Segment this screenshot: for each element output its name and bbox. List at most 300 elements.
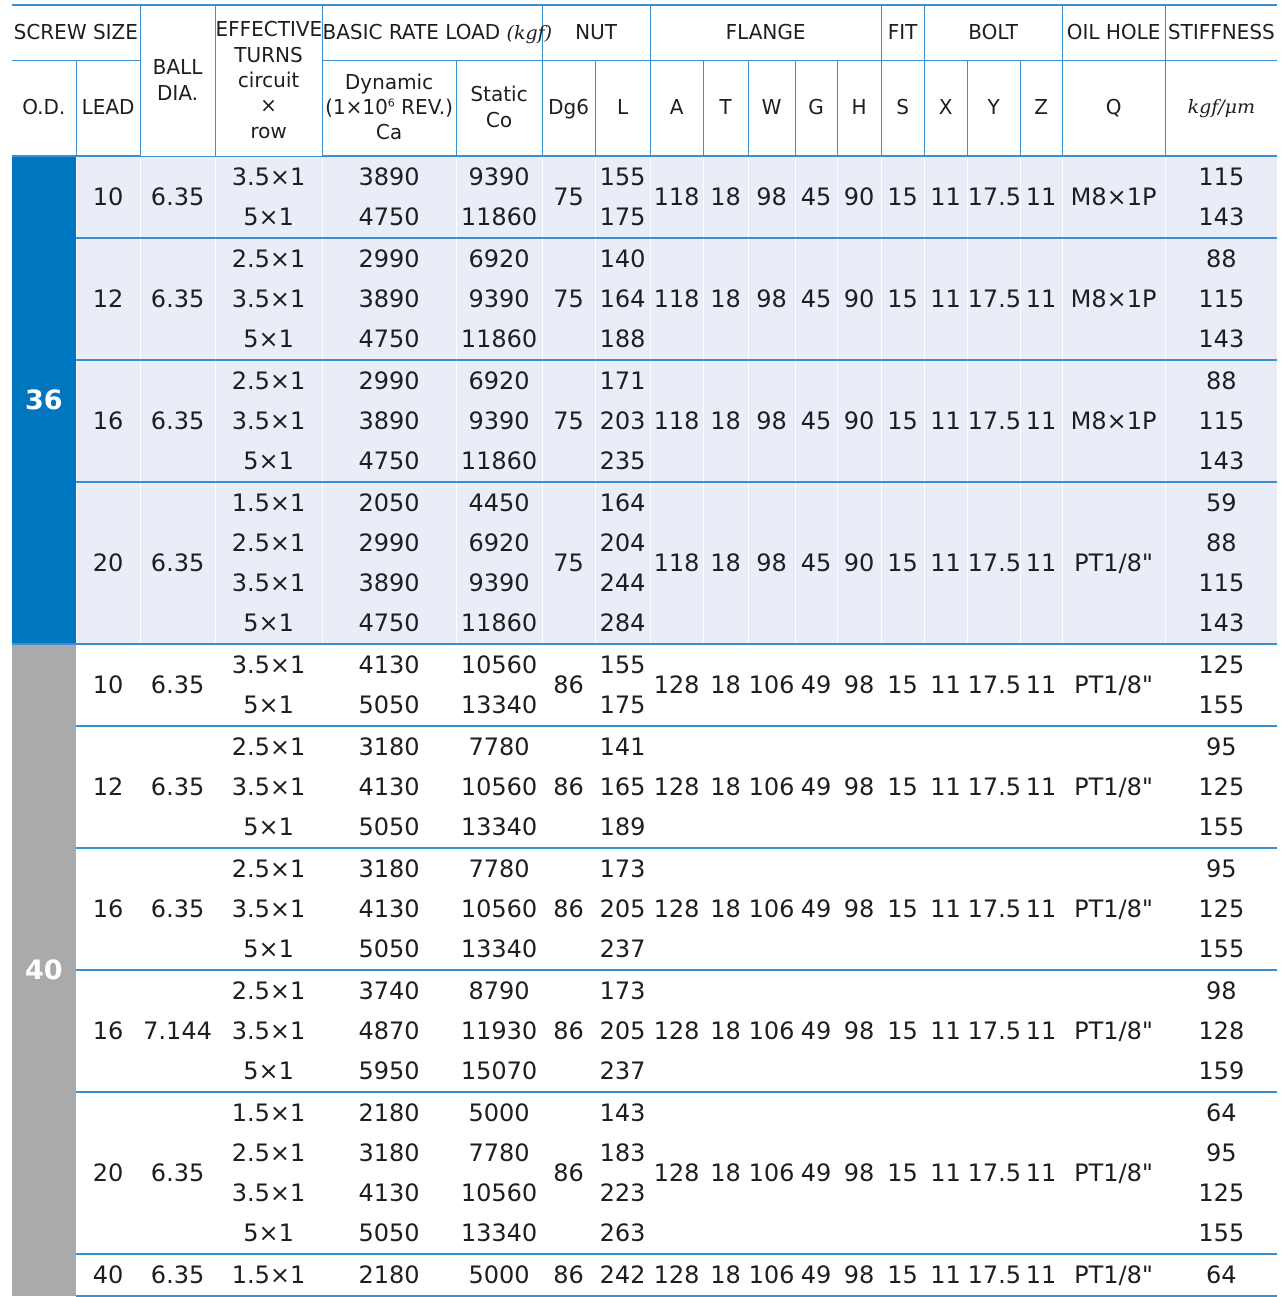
cell-lead: 16 [76, 360, 140, 482]
cell-stiffness [1165, 848, 1277, 970]
cell-effective-turns [215, 360, 322, 482]
table-row [12, 360, 1277, 482]
header-row: row [250, 118, 287, 143]
static-load-value: 9390 [468, 163, 530, 191]
static-load-value: 7780 [468, 1139, 530, 1167]
header-co: Co [485, 107, 513, 132]
table-row [12, 482, 1277, 644]
cell-fit-s: 15 [881, 482, 924, 644]
cell-ball-dia: 6.35 [140, 238, 215, 360]
stiffness-value: 143 [1198, 325, 1245, 353]
static-load-value: 8790 [468, 977, 530, 1005]
effective-turns-value: 5×1 [243, 609, 294, 637]
cell-bolt-x: 11 [924, 238, 967, 360]
header-dynamic-rev-pre: (1×10 [325, 95, 388, 120]
stiffness-value: 64 [1206, 1099, 1237, 1127]
effective-turns-value: 5×1 [243, 1057, 294, 1085]
cell-lead: 20 [76, 1092, 140, 1254]
dynamic-load-value: 3180 [358, 855, 420, 883]
cell-static-load [456, 238, 542, 360]
cell-ball-dia: 6.35 [140, 1254, 215, 1296]
cell-flange-a: 118 [650, 156, 703, 238]
stiffness-value: 143 [1198, 609, 1245, 637]
cell-flange-g: 49 [795, 1092, 837, 1254]
cell-flange-a: 128 [650, 1092, 703, 1254]
cell-nut-dg6: 86 [542, 970, 595, 1092]
cell-stiffness [1165, 238, 1277, 360]
cell-stiffness [1165, 1092, 1277, 1254]
static-load-value: 13340 [460, 935, 538, 963]
cell-effective-turns [215, 848, 322, 970]
cell-static-load [456, 1092, 542, 1254]
dynamic-load-value: 5050 [358, 691, 420, 719]
cell-nut-dg6: 86 [542, 1092, 595, 1254]
cell-lead: 16 [76, 970, 140, 1092]
cell-bolt-z: 11 [1020, 1092, 1062, 1254]
effective-turns-value: 5×1 [243, 813, 294, 841]
dynamic-load-value: 5950 [358, 1057, 420, 1085]
static-load-value: 6920 [468, 529, 530, 557]
cell-oil-hole-q: PT1/8" [1062, 644, 1165, 726]
effective-turns-value: 3.5×1 [231, 1017, 306, 1045]
cell-flange-t: 18 [703, 970, 748, 1092]
effective-turns-value: 5×1 [243, 202, 294, 231]
nut-length-value: 188 [599, 325, 646, 353]
dynamic-load-value: 3180 [358, 733, 420, 761]
cell-oil-hole-q: PT1/8" [1062, 1254, 1165, 1296]
spec-table-container [12, 4, 1277, 1297]
cell-effective-turns [215, 482, 322, 644]
ball-screw-spec-table [12, 4, 1277, 1297]
table-row [12, 848, 1277, 970]
effective-turns-value: 2.5×1 [231, 977, 306, 1005]
cell-dynamic-load [322, 1254, 456, 1296]
dynamic-load-value: 4750 [358, 203, 420, 231]
nut-length-value: 140 [599, 245, 646, 273]
static-load-value: 7780 [468, 855, 530, 883]
header-effective-turns-label: EFFECTIVE TURNS [215, 17, 323, 67]
cell-nut-length [595, 644, 650, 726]
cell-flange-t: 18 [703, 238, 748, 360]
cell-bolt-y: 17.5 [967, 1254, 1020, 1296]
dynamic-load-value: 3740 [358, 977, 420, 1005]
od-group-label: 40 [12, 644, 76, 1296]
cell-flange-g: 49 [795, 848, 837, 970]
dynamic-load-value: 3890 [358, 407, 420, 435]
stiffness-value: 125 [1198, 1179, 1245, 1207]
cell-bolt-y: 17.5 [967, 970, 1020, 1092]
cell-flange-w: 98 [748, 482, 795, 644]
cell-stiffness [1165, 644, 1277, 726]
header-t: T [703, 60, 748, 156]
od-group-label: 36 [12, 156, 76, 644]
static-load-value: 10560 [460, 651, 538, 679]
cell-bolt-x: 11 [924, 1092, 967, 1254]
cell-bolt-y: 17.5 [967, 156, 1020, 238]
cell-dynamic-load [322, 360, 456, 482]
stiffness-value: 155 [1198, 935, 1245, 963]
stiffness-value: 155 [1198, 691, 1245, 719]
dynamic-load-value: 4130 [358, 651, 420, 679]
cell-bolt-z: 11 [1020, 156, 1062, 238]
header-circuit: circuit [237, 68, 300, 93]
cell-bolt-x: 11 [924, 848, 967, 970]
dynamic-load-value: 4130 [358, 1179, 420, 1207]
cell-ball-dia: 6.35 [140, 156, 215, 238]
cell-flange-w: 106 [748, 1092, 795, 1254]
cell-nut-length [595, 1092, 650, 1254]
nut-length-value: 173 [599, 977, 646, 1005]
cell-flange-t: 18 [703, 1092, 748, 1254]
dynamic-load-value: 2180 [358, 1261, 420, 1289]
header-nut: NUT [542, 5, 650, 60]
dynamic-load-value: 2990 [358, 245, 420, 273]
static-load-value: 10560 [460, 1179, 538, 1207]
cell-flange-h: 90 [837, 238, 881, 360]
stiffness-value: 125 [1198, 651, 1245, 679]
header-y: Y [967, 60, 1020, 156]
cell-ball-dia: 6.35 [140, 360, 215, 482]
stiffness-value: 115 [1198, 285, 1245, 313]
header-dynamic [322, 60, 456, 156]
dynamic-load-value: 4130 [358, 895, 420, 923]
effective-turns-value: 2.5×1 [231, 529, 306, 557]
effective-turns-value: 3.5×1 [231, 1179, 306, 1207]
nut-length-value: 205 [599, 895, 646, 923]
static-load-value: 5000 [468, 1261, 530, 1289]
cell-static-load [456, 726, 542, 848]
cell-bolt-y: 17.5 [967, 726, 1020, 848]
cell-nut-dg6: 86 [542, 1254, 595, 1296]
cell-dynamic-load [322, 1092, 456, 1254]
nut-length-value: 164 [599, 489, 646, 517]
cell-oil-hole-q: PT1/8" [1062, 1092, 1165, 1254]
cell-ball-dia: 6.35 [140, 482, 215, 644]
cell-static-load [456, 1254, 542, 1296]
cell-nut-length [595, 970, 650, 1092]
static-load-value: 9390 [468, 285, 530, 313]
static-load-value: 6920 [468, 245, 530, 273]
cell-flange-a: 118 [650, 482, 703, 644]
header-x: X [924, 60, 967, 156]
cell-dynamic-load [322, 238, 456, 360]
effective-turns-value: 1.5×1 [231, 1099, 306, 1127]
cell-bolt-x: 11 [924, 644, 967, 726]
cell-nut-dg6: 75 [542, 360, 595, 482]
header-dg6: Dg6 [542, 60, 595, 156]
cell-nut-dg6: 75 [542, 238, 595, 360]
header-times: × [260, 93, 277, 118]
cell-bolt-z: 11 [1020, 360, 1062, 482]
cell-flange-h: 98 [837, 726, 881, 848]
static-load-value: 11860 [460, 325, 538, 353]
cell-flange-t: 18 [703, 644, 748, 726]
effective-turns-value: 3.5×1 [231, 651, 306, 679]
cell-oil-hole-q: M8×1P [1062, 238, 1165, 360]
nut-length-value: 242 [599, 1261, 646, 1289]
cell-dynamic-load [322, 482, 456, 644]
cell-dynamic-load [322, 644, 456, 726]
effective-turns-value: 3.5×1 [231, 569, 306, 597]
stiffness-value: 115 [1198, 407, 1245, 435]
dynamic-load-value: 5050 [358, 1219, 420, 1247]
stiffness-value: 128 [1198, 1017, 1245, 1045]
cell-lead: 10 [76, 644, 140, 726]
dynamic-load-value: 4130 [358, 773, 420, 801]
effective-turns-value: 3.5×1 [231, 285, 306, 313]
cell-dynamic-load [322, 970, 456, 1092]
cell-stiffness [1165, 482, 1277, 644]
cell-nut-dg6: 75 [542, 482, 595, 644]
header-h: H [837, 60, 881, 156]
cell-fit-s: 15 [881, 1254, 924, 1296]
stiffness-value: 88 [1206, 245, 1237, 273]
cell-fit-s: 15 [881, 970, 924, 1092]
stiffness-value: 125 [1198, 895, 1245, 923]
cell-effective-turns [215, 726, 322, 848]
cell-flange-g: 45 [795, 156, 837, 238]
cell-nut-dg6: 86 [542, 848, 595, 970]
cell-effective-turns [215, 970, 322, 1092]
cell-lead: 40 [76, 1254, 140, 1296]
stiffness-value: 95 [1206, 1139, 1237, 1167]
cell-bolt-x: 11 [924, 970, 967, 1092]
dynamic-load-value: 3890 [358, 285, 420, 313]
stiffness-value: 159 [1198, 1057, 1245, 1085]
stiffness-value: 115 [1198, 569, 1245, 597]
effective-turns-value: 3.5×1 [231, 773, 306, 801]
cell-flange-t: 18 [703, 482, 748, 644]
cell-bolt-x: 11 [924, 156, 967, 238]
nut-length-value: 235 [599, 447, 646, 475]
nut-length-value: 164 [599, 285, 646, 313]
table-row [12, 238, 1277, 360]
stiffness-value: 59 [1206, 489, 1237, 517]
cell-bolt-y: 17.5 [967, 848, 1020, 970]
cell-oil-hole-q: PT1/8" [1062, 970, 1165, 1092]
cell-flange-w: 106 [748, 848, 795, 970]
dynamic-load-value: 3180 [358, 1139, 420, 1167]
nut-length-value: 143 [599, 1099, 646, 1127]
cell-ball-dia: 7.144 [140, 970, 215, 1092]
cell-bolt-y: 17.5 [967, 238, 1020, 360]
cell-flange-t: 18 [703, 1254, 748, 1296]
cell-lead: 12 [76, 238, 140, 360]
cell-bolt-x: 11 [924, 726, 967, 848]
cell-bolt-z: 11 [1020, 1254, 1062, 1296]
effective-turns-value: 2.5×1 [231, 367, 306, 395]
stiffness-value: 88 [1206, 367, 1237, 395]
cell-oil-hole-q: PT1/8" [1062, 726, 1165, 848]
static-load-value: 9390 [468, 569, 530, 597]
table-row [12, 726, 1277, 848]
header-ca: Ca [375, 120, 403, 145]
cell-ball-dia: 6.35 [140, 644, 215, 726]
nut-length-value: 244 [599, 569, 646, 597]
cell-fit-s: 15 [881, 1092, 924, 1254]
cell-nut-length [595, 726, 650, 848]
dynamic-load-value: 4750 [358, 325, 420, 353]
dynamic-load-value: 4750 [358, 447, 420, 475]
dynamic-load-value: 3890 [358, 163, 420, 191]
nut-length-value: 263 [599, 1219, 646, 1247]
nut-length-value: 171 [599, 367, 646, 395]
cell-nut-length [595, 1254, 650, 1296]
table-row [12, 644, 1277, 726]
cell-nut-length [595, 482, 650, 644]
cell-flange-w: 106 [748, 726, 795, 848]
stiffness-value: 95 [1206, 855, 1237, 883]
header-basic-rate-load-label: BASIC RATE LOAD [322, 19, 501, 44]
cell-flange-g: 49 [795, 726, 837, 848]
cell-nut-dg6: 75 [542, 156, 595, 238]
cell-lead: 20 [76, 482, 140, 644]
cell-ball-dia: 6.35 [140, 726, 215, 848]
cell-flange-g: 45 [795, 238, 837, 360]
cell-fit-s: 15 [881, 156, 924, 238]
cell-fit-s: 15 [881, 644, 924, 726]
effective-turns-value: 1.5×1 [231, 1261, 306, 1289]
header-load-unit: (kgf) [506, 21, 553, 44]
nut-length-value: 175 [599, 691, 646, 719]
static-load-value: 11860 [460, 609, 538, 637]
cell-effective-turns [215, 238, 322, 360]
static-load-value: 13340 [460, 813, 538, 841]
nut-length-value: 155 [599, 163, 646, 191]
cell-static-load [456, 156, 542, 238]
nut-length-value: 183 [599, 1139, 646, 1167]
cell-stiffness [1165, 970, 1277, 1092]
effective-turns-value: 5×1 [243, 447, 294, 475]
cell-dynamic-load [322, 848, 456, 970]
cell-bolt-z: 11 [1020, 726, 1062, 848]
cell-bolt-x: 11 [924, 1254, 967, 1296]
header-dynamic-label: Dynamic [344, 69, 434, 94]
header-stiffness-unit: kgf/μm [1165, 60, 1277, 156]
header-static-label: Static [470, 82, 528, 107]
static-load-value: 7780 [468, 733, 530, 761]
effective-turns-value: 3.5×1 [231, 407, 306, 435]
cell-nut-length [595, 238, 650, 360]
cell-flange-w: 106 [748, 970, 795, 1092]
dynamic-load-value: 5050 [358, 813, 420, 841]
cell-fit-s: 15 [881, 848, 924, 970]
cell-bolt-y: 17.5 [967, 482, 1020, 644]
nut-length-value: 237 [599, 935, 646, 963]
nut-length-value: 141 [599, 733, 646, 761]
stiffness-value: 115 [1198, 163, 1245, 191]
header-q: Q [1062, 60, 1165, 156]
cell-stiffness [1165, 360, 1277, 482]
header-a: A [650, 60, 703, 156]
stiffness-value: 143 [1198, 447, 1245, 475]
dynamic-load-value: 3890 [358, 569, 420, 597]
static-load-value: 11930 [460, 1017, 538, 1045]
cell-static-load [456, 482, 542, 644]
cell-ball-dia: 6.35 [140, 1092, 215, 1254]
cell-nut-length [595, 360, 650, 482]
stiffness-value: 125 [1198, 773, 1245, 801]
static-load-value: 11860 [460, 447, 538, 475]
static-load-value: 10560 [460, 773, 538, 801]
cell-stiffness [1165, 1254, 1277, 1296]
effective-turns-value: 2.5×1 [231, 855, 306, 883]
static-load-value: 4450 [468, 489, 530, 517]
cell-flange-h: 98 [837, 1254, 881, 1296]
header-flange: FLANGE [650, 5, 881, 60]
header-fit: FIT [881, 5, 924, 60]
effective-turns-value: 5×1 [243, 325, 294, 353]
table-row [12, 1254, 1277, 1296]
cell-bolt-z: 11 [1020, 238, 1062, 360]
cell-oil-hole-q: PT1/8" [1062, 848, 1165, 970]
effective-turns-value: 5×1 [243, 691, 294, 719]
cell-flange-a: 118 [650, 238, 703, 360]
cell-flange-t: 18 [703, 156, 748, 238]
cell-nut-dg6: 86 [542, 644, 595, 726]
nut-length-value: 205 [599, 1017, 646, 1045]
static-load-value: 10560 [460, 895, 538, 923]
cell-dynamic-load [322, 726, 456, 848]
nut-length-value: 175 [599, 203, 646, 231]
stiffness-value: 143 [1198, 203, 1245, 231]
stiffness-value: 155 [1198, 813, 1245, 841]
cell-static-load [456, 644, 542, 726]
effective-turns-value: 2.5×1 [231, 245, 306, 273]
header-z: Z [1020, 60, 1062, 156]
header-oil-hole: OIL HOLE [1062, 5, 1165, 60]
nut-length-value: 189 [599, 813, 646, 841]
header-basic-rate-load [322, 5, 553, 60]
cell-static-load [456, 360, 542, 482]
cell-oil-hole-q: M8×1P [1062, 156, 1165, 238]
nut-length-value: 165 [599, 773, 646, 801]
effective-turns-value: 2.5×1 [231, 1139, 306, 1167]
static-load-value: 9390 [468, 407, 530, 435]
stiffness-value: 155 [1198, 1219, 1245, 1247]
header-stiffness: STIFFNESS [1165, 5, 1277, 60]
cell-flange-a: 128 [650, 848, 703, 970]
cell-flange-t: 18 [703, 848, 748, 970]
cell-flange-h: 98 [837, 1092, 881, 1254]
static-load-value: 13340 [460, 691, 538, 719]
cell-flange-h: 98 [837, 970, 881, 1092]
static-load-value: 6920 [468, 367, 530, 395]
static-load-value: 15070 [460, 1057, 538, 1085]
cell-oil-hole-q: M8×1P [1062, 360, 1165, 482]
cell-flange-h: 90 [837, 482, 881, 644]
cell-lead: 16 [76, 848, 140, 970]
cell-flange-g: 49 [795, 644, 837, 726]
nut-length-value: 155 [599, 651, 646, 679]
static-load-value: 5000 [468, 1099, 530, 1127]
cell-flange-w: 98 [748, 360, 795, 482]
cell-nut-length [595, 156, 650, 238]
nut-length-value: 223 [599, 1179, 646, 1207]
cell-bolt-z: 11 [1020, 848, 1062, 970]
cell-flange-g: 45 [795, 360, 837, 482]
cell-fit-s: 15 [881, 360, 924, 482]
cell-flange-h: 98 [837, 644, 881, 726]
cell-bolt-z: 11 [1020, 970, 1062, 1092]
cell-flange-h: 90 [837, 360, 881, 482]
dynamic-load-value: 2180 [358, 1099, 420, 1127]
header-w: W [748, 60, 795, 156]
stiffness-value: 98 [1206, 977, 1237, 1005]
cell-static-load [456, 848, 542, 970]
nut-length-value: 173 [599, 855, 646, 883]
cell-stiffness [1165, 726, 1277, 848]
